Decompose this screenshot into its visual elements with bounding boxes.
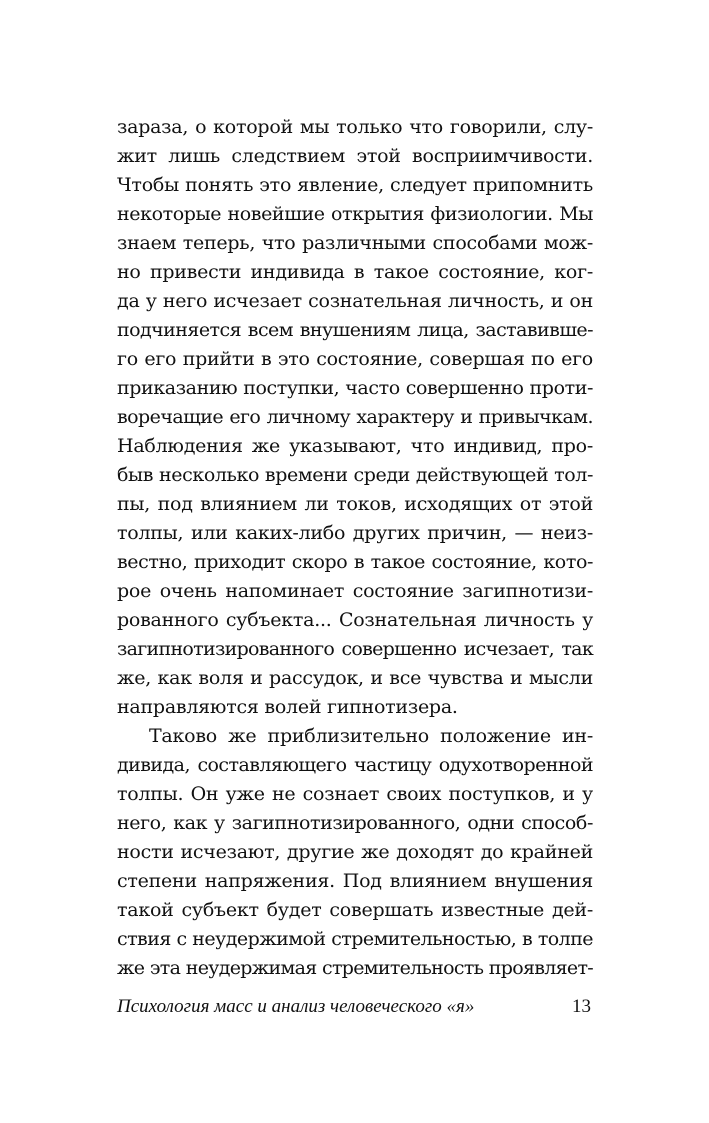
text-line: подчиняется всем внушениям лица, заставивше-: [117, 319, 593, 341]
paragraph-1: [117, 113, 593, 722]
text-line: рое очень напоминает состояние загипнотизи-: [117, 580, 593, 602]
text-line: Чтобы понять это явление, следует припомнить: [117, 174, 593, 196]
text-line: пы, под влиянием ли токов, исходящих от этой: [117, 493, 593, 515]
text-line: воречащие его личному характеру и привычкам.: [117, 406, 593, 428]
text-line: жит лишь следствием этой восприимчивости.: [117, 145, 593, 167]
page-footer: [117, 994, 593, 1020]
text-line: степени напряжения. Под влиянием внушения: [117, 870, 593, 892]
text-line: Наблюдения же указывают, что индивид, про-: [117, 435, 593, 457]
text-line: приказанию поступки, часто совершенно проти-: [117, 377, 593, 399]
running-footer-title: Психология масс и анализ человеческого «я»: [117, 996, 475, 1017]
text-line: знаем теперь, что различными способами мож-: [117, 232, 593, 254]
text-line: загипнотизированного совершенно исчезает, так: [117, 638, 593, 660]
text-line: го его прийти в это состояние, совершая по его: [117, 348, 593, 370]
text-line: направляются волей гипнотизера.: [117, 696, 458, 718]
text-line: но привести индивида в такое состояние, ког-: [117, 261, 593, 283]
text-line: дивида, составляющего частицу одухотворенной: [117, 754, 593, 776]
text-line: да у него исчезает сознательная личность, и он: [117, 290, 593, 312]
text-line: же, как воля и рассудок, и все чувства и мысли: [117, 667, 593, 689]
page-number: 13: [572, 996, 591, 1017]
text-line: быв несколько времени среди действующей тол-: [117, 464, 593, 486]
text-line: ствия с неудержимой стремительностью, в толпе: [117, 928, 593, 950]
text-line: толпы, или каких-либо других причин, — неиз-: [117, 522, 593, 544]
text-line: него, как у загипнотизированного, одни способ-: [117, 812, 593, 834]
body-text: [117, 113, 593, 983]
text-line: некоторые новейшие открытия физиологии. Мы: [117, 203, 593, 225]
text-line: такой субъект будет совершать известные дей-: [117, 899, 593, 921]
text-line: зараза, о которой мы только что говорили, слу-: [117, 116, 593, 138]
text-line: рованного субъекта... Сознательная личность у: [117, 609, 593, 631]
paragraph-2: [117, 722, 593, 983]
text-line: толпы. Он уже не сознает своих поступков, и у: [117, 783, 593, 805]
text-line: ности исчезают, другие же доходят до крайней: [117, 841, 593, 863]
text-line: Таково же приблизительно положение ин-: [149, 725, 593, 747]
text-line: вестно, приходит скоро в такое состояние, кото-: [117, 551, 593, 573]
text-line: же эта неудержимая стремительность проявляет-: [117, 957, 593, 979]
